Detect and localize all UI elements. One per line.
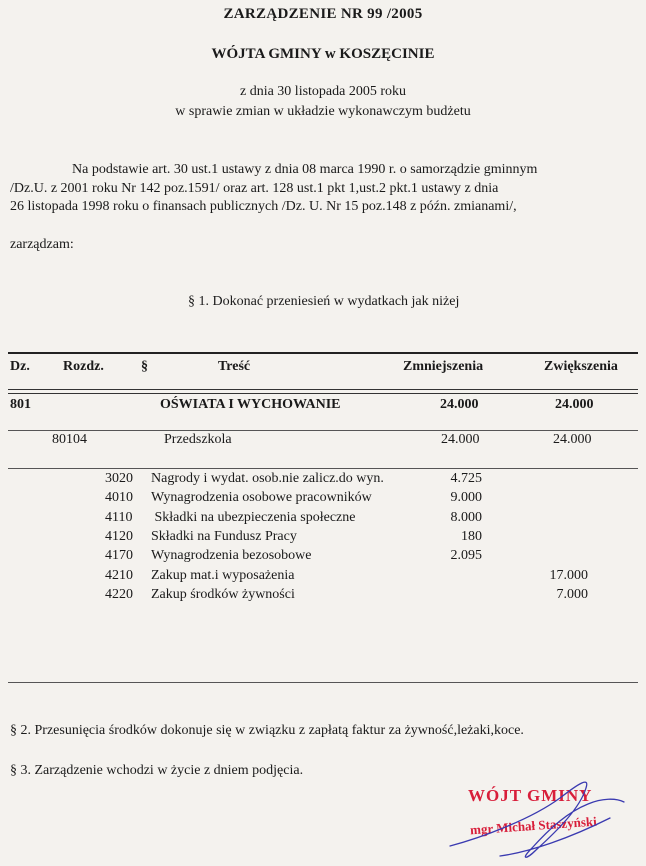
signature-stroke [450, 782, 624, 857]
division-code: 801 [10, 397, 31, 412]
table-top-rule [8, 352, 638, 354]
division-increase: 24.000 [555, 397, 594, 412]
section-1: § 1. Dokonać przeniesień w wydatkach jak niżej [188, 294, 460, 309]
item-paragraph: 4210 [105, 568, 133, 583]
decree-word: zarządzam: [10, 237, 74, 252]
item-decrease: 180 [461, 529, 482, 544]
item-decrease: 8.000 [450, 510, 482, 525]
header-paragraph: § [141, 359, 148, 374]
chapter-rule [8, 468, 638, 469]
document-subject: w sprawie zmian w układzie wykonawczym budżetu [175, 104, 471, 119]
chapter-name: Przedszkola [164, 432, 232, 447]
item-paragraph: 4010 [105, 490, 133, 505]
table-bottom-rule [8, 682, 638, 683]
document-date: z dnia 30 listopada 2005 roku [239, 84, 407, 99]
table-header-rule [8, 389, 638, 390]
item-name: Zakup mat.i wyposażenia [151, 568, 295, 583]
item-decrease: 4.725 [450, 471, 482, 486]
item-name: Wynagrodzenia bezosobowe [151, 548, 312, 563]
header-rozdz: Rozdz. [63, 359, 104, 374]
division-name: OŚWIATA I WYCHOWANIE [160, 397, 341, 412]
item-name: Wynagrodzenia osobowe pracowników [151, 490, 372, 505]
item-increase: 7.000 [556, 587, 588, 602]
legal-basis-line: Na podstawie art. 30 ust.1 ustawy z dnia 08 marca 1990 r. o samorządzie gminnym [72, 162, 538, 177]
item-increase: 17.000 [549, 568, 588, 583]
item-name: Składki na Fundusz Pracy [151, 529, 297, 544]
chapter-code: 80104 [52, 432, 87, 447]
chapter-increase: 24.000 [553, 432, 592, 447]
table-header-rule [8, 393, 638, 394]
item-paragraph: 4220 [105, 587, 133, 602]
header-dz: Dz. [10, 359, 30, 374]
item-name: Składki na ubezpieczenia społeczne [151, 510, 356, 525]
item-paragraph: 4120 [105, 529, 133, 544]
legal-basis-line: 26 listopada 1998 roku o finansach publicznych /Dz. U. Nr 15 poz.148 z późn. zmianami/, [10, 199, 517, 214]
section-3: § 3. Zarządzenie wchodzi w życie z dniem podjęcia. [10, 763, 304, 778]
item-name: Nagrody i wydat. osob.nie zalicz.do wyn. [151, 471, 384, 486]
item-decrease: 9.000 [450, 490, 482, 505]
division-decrease: 24.000 [440, 397, 479, 412]
division-rule [8, 430, 638, 431]
section-2: § 2. Przesunięcia środków dokonuje się w związku z zapłatą faktur za żywność,leżaki,koce. [10, 723, 524, 738]
document-issuer: WÓJTA GMINY w KOSZĘCINIE [211, 46, 435, 62]
item-paragraph: 4170 [105, 548, 133, 563]
chapter-decrease: 24.000 [441, 432, 480, 447]
legal-basis-line: /Dz.U. z 2001 roku Nr 142 poz.1591/ oraz art. 128 ust.1 pkt 1,ust.2 pkt.1 ustawy z dnia [10, 180, 499, 196]
stamp-title: WÓJT GMINY [468, 786, 593, 805]
handwritten-signature [440, 768, 630, 863]
document-title: ZARZĄDZENIE NR 99 /2005 [223, 6, 423, 22]
item-name: Zakup środków żywności [151, 587, 295, 602]
item-paragraph: 4110 [105, 510, 133, 525]
header-tresc: Treść [218, 359, 251, 374]
stamp-name: mgr Michał Staszyński [469, 813, 598, 838]
legal-basis-paragraph [10, 161, 635, 217]
header-decrease: Zmniejszenia [403, 359, 484, 374]
header-increase: Zwiększenia [544, 359, 618, 374]
item-paragraph: 3020 [105, 471, 133, 486]
item-decrease: 2.095 [450, 548, 482, 563]
